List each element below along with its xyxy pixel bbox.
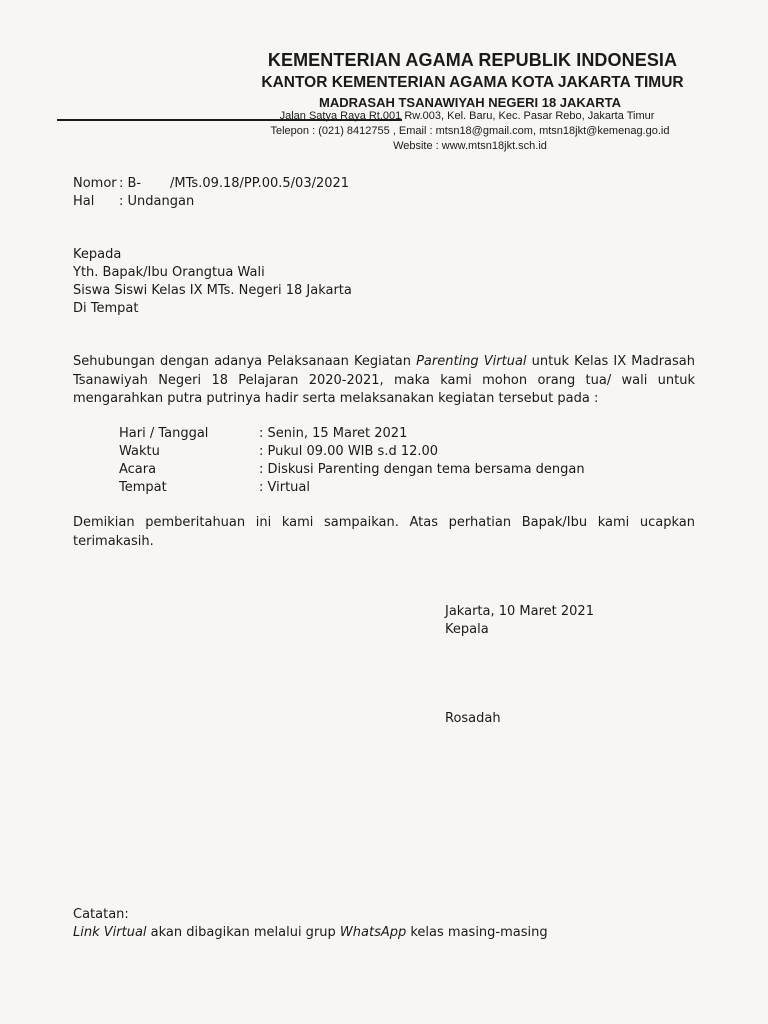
school-contact: Telepon : (021) 8412755 , Email : mtsn18@gmail.com, mtsn18jkt@kemenag.go.id (270, 125, 670, 137)
detail-row (119, 461, 585, 480)
intro-text-2: untuk Kelas IX Madrasah Tsanawiyah Negeri 18 Pelajaran 2020-2021, maka kami mohon orang tua/ wali untuk mengarahkan putra putrinya hadir serta melaksanakan kegiatan tersebut pada : (73, 354, 695, 406)
detail-value: : Pukul 09.00 WIB s.d 12.00 (259, 444, 439, 459)
signature-name: Rosadah (445, 711, 501, 726)
ministry-title: KEMENTERIAN AGAMA REPUBLIK INDONESIA (267, 50, 678, 70)
intro-paragraph (73, 353, 695, 409)
recipient-line-2: Yth. Bapak/Ibu Orangtua Wali (73, 265, 265, 280)
office-title: KANTOR KEMENTERIAN AGAMA KOTA JAKARTA TIMUR (261, 74, 684, 91)
note-title: Catatan: (73, 907, 129, 922)
detail-value: : Virtual (259, 480, 310, 495)
recipient-line-1: Kepada (73, 247, 122, 262)
hal-value: : Undangan (119, 194, 195, 209)
note-end: kelas masing-masing (406, 925, 548, 940)
detail-value: : Senin, 15 Maret 2021 (259, 426, 408, 441)
note-italic-whatsapp: WhatsApp (339, 925, 407, 940)
detail-label: Hari / Tanggal (119, 426, 209, 441)
school-address: Jalan Satya Raya Rt.001 Rw.003, Kel. Baru, Kec. Pasar Rebo, Jakarta Timur (279, 110, 655, 122)
note-text (73, 924, 548, 943)
header-rule (57, 119, 402, 121)
detail-value: : Diskusi Parenting dengan tema bersama dengan (259, 462, 585, 477)
recipient-line-4: Di Tempat (73, 301, 139, 316)
detail-label: Acara (119, 462, 157, 477)
closing-paragraph: Demikian pemberitahuan ini kami sampaikan. Atas perhatian Bapak/Ibu kami ucapkan terimakasih. (73, 515, 695, 549)
detail-row (119, 479, 310, 498)
hal-label: Hal (73, 194, 95, 209)
nomor-row (73, 175, 349, 194)
detail-row (119, 443, 438, 462)
detail-label: Waktu (119, 444, 160, 459)
signature-place-date: Jakarta, 10 Maret 2021 (445, 604, 594, 619)
note-mid: akan dibagikan melalui grup (146, 925, 340, 940)
note-italic-link: Link Virtual (73, 925, 147, 940)
signature-position: Kepala (445, 622, 489, 637)
intro-italic: Parenting Virtual (416, 354, 527, 369)
hal-row (73, 193, 194, 212)
detail-label: Tempat (119, 480, 167, 495)
detail-row (119, 425, 407, 444)
recipient-line-3: Siswa Siswi Kelas IX MTs. Negeri 18 Jakarta (73, 283, 352, 298)
nomor-value: : B- /MTs.09.18/PP.00.5/03/2021 (119, 176, 350, 191)
school-website: Website : www.mtsn18jkt.sch.id (393, 140, 547, 152)
school-title: MADRASAH TSANAWIYAH NEGERI 18 JAKARTA (319, 95, 621, 110)
intro-text-1: Sehubungan dengan adanya Pelaksanaan Kegiatan (73, 354, 417, 369)
nomor-label: Nomor (73, 176, 117, 191)
